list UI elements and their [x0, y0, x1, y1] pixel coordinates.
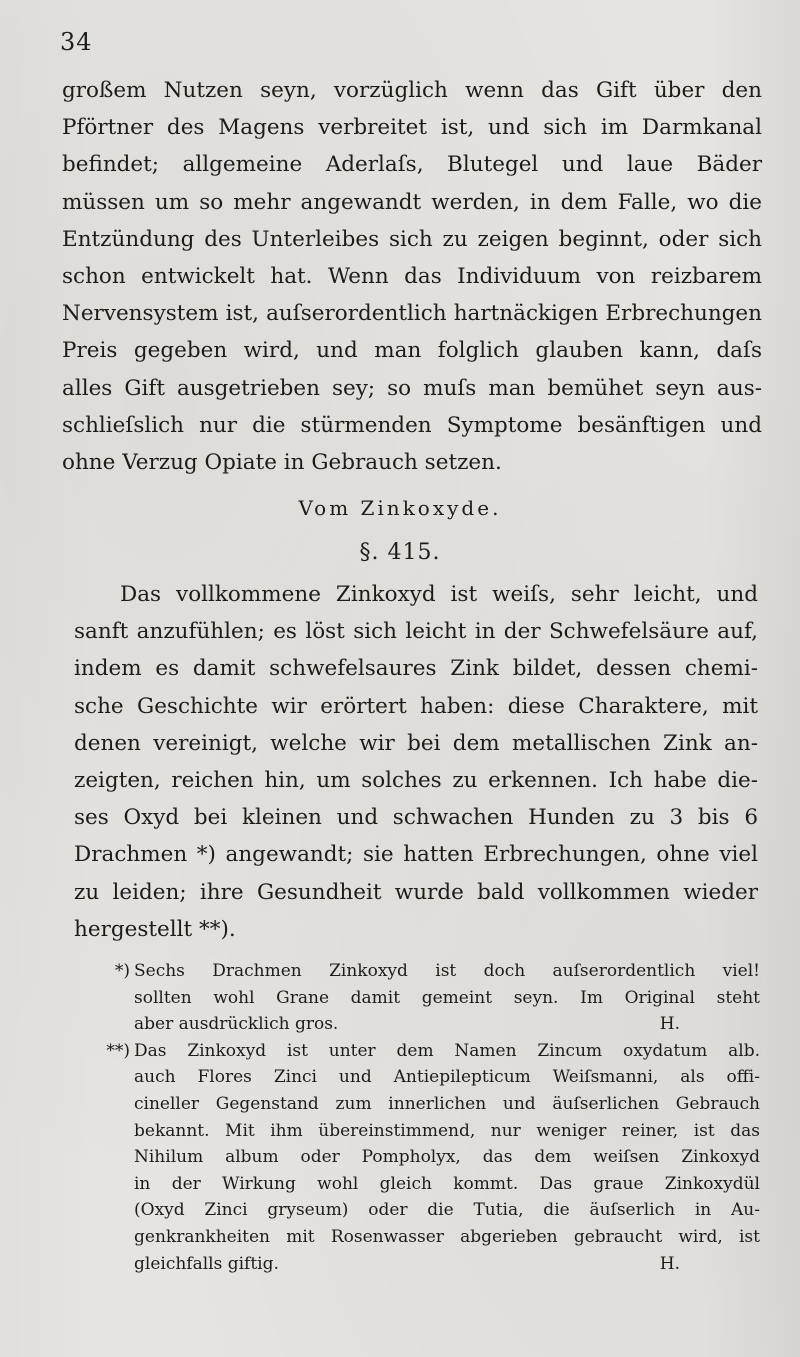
text-line: zu leiden; ihre Gesundheit wurde bald vollkommen wieder	[74, 879, 758, 905]
text-line: indem es damit schwefelsaures Zink bildet, dessen chemi-	[74, 656, 758, 682]
text-line: zeigten, reichen hin, um solches zu erkennen. Ich habe die-	[74, 767, 758, 793]
text-line: schon entwickelt hat. Wenn das Individuum von reizbarem	[62, 263, 762, 289]
section-number: §. 415.	[359, 540, 441, 565]
footnote-double-asterisk	[96, 1038, 760, 1277]
text-line: ohne Verzug Opiate in Gebrauch setzen.	[62, 449, 502, 475]
text-line: ses Oxyd bei kleinen und schwachen Hunden zu 3 bis 6	[74, 805, 758, 831]
footnote-line: Sechs Drachmen Zinkoxyd ist doch auſserordentlich viel!	[134, 961, 760, 981]
footnotes	[96, 958, 760, 1277]
text-line: Nervensystem ist, auſserordentlich hartnäckigen Erbrechungen	[62, 301, 762, 327]
text-line: Drachmen *) angewandt; sie hatten Erbrechungen, ohne viel	[74, 842, 758, 868]
footnote-marker: **)	[106, 1040, 130, 1061]
footnote-line: (Oxyd Zinci gryseum) oder die Tutia, die äuſserlich in Au-	[134, 1200, 760, 1221]
footnote-line: Das Zinkoxyd ist unter dem Namen Zincum oxydatum alb.	[134, 1040, 760, 1061]
footnote-text: aber ausdrücklich gros.	[134, 1014, 339, 1035]
text-line: Preis gegeben wird, und man folglich glauben kann, daſs	[62, 338, 762, 364]
footnote-single-asterisk	[96, 958, 760, 1038]
footnote-signature: H.	[659, 1014, 680, 1035]
text-line: alles Gift ausgetrieben sey; so muſs man bemühet seyn aus-	[62, 375, 762, 401]
footnote-marker: *)	[114, 961, 130, 981]
section-title: Vom Zinkoxyde.	[298, 496, 502, 520]
text-line: denen vereinigt, welche wir bei dem metallischen Zink an-	[74, 730, 758, 756]
text-line: Das vollkommene Zinkoxyd ist weiſs, sehr leicht, und	[120, 582, 758, 607]
paragraph-zinc-oxide	[74, 576, 758, 948]
page-number: 34	[60, 28, 93, 56]
footnote-line: bekannt. Mit ihm übereinstimmend, nur weniger reiner, ist das	[134, 1120, 760, 1141]
text-line: sche Geschichte wir erörtert haben: diese Charaktere, mit	[74, 693, 758, 719]
footnote-signature: H.	[659, 1253, 680, 1274]
text-line: sanft anzufühlen; es löst sich leicht in der Schwefelsäure auf,	[74, 619, 758, 645]
footnote-text: gleichfalls giftig.	[134, 1253, 279, 1274]
footnote-line: auch Flores Zinci und Antiepilepticum Weiſsmanni, als offi-	[134, 1067, 760, 1088]
text-line: Pförtner des Magens verbreitet ist, und sich im Darmkanal	[62, 115, 762, 141]
text-line: hergestellt **).	[74, 916, 236, 942]
footnote-line: cineller Gegenstand zum innerlichen und äuſserlichen Gebrauch	[134, 1093, 760, 1114]
footnote-line: in der Wirkung wohl gleich kommt. Das graue Zinkoxydül	[134, 1173, 760, 1194]
text-line: Entzündung des Unterleibes sich zu zeigen beginnt, oder sich	[62, 226, 762, 252]
footnote-line: sollten wohl Grane damit gemeint seyn. Im Original steht	[134, 987, 760, 1008]
text-line: müssen um so mehr angewandt werden, in dem Falle, wo die	[62, 189, 762, 215]
footnote-line-last	[96, 1251, 760, 1278]
footnote-line: Nihilum album oder Pompholyx, das dem weiſsen Zinkoxyd	[134, 1147, 760, 1168]
paragraph-poison-treatment	[62, 72, 762, 481]
text-line: befindet; allgemeine Aderlaſs, Blutegel und laue Bäder	[62, 152, 762, 178]
footnote-line-last	[96, 1011, 760, 1038]
text-line: großem Nutzen seyn, vorzüglich wenn das Gift über den	[62, 78, 762, 103]
footnote-line: genkrankheiten mit Rosenwasser abgerieben gebraucht wird, ist	[134, 1226, 760, 1247]
text-line: schlieſslich nur die stürmenden Symptome besänftigen und	[62, 412, 762, 438]
